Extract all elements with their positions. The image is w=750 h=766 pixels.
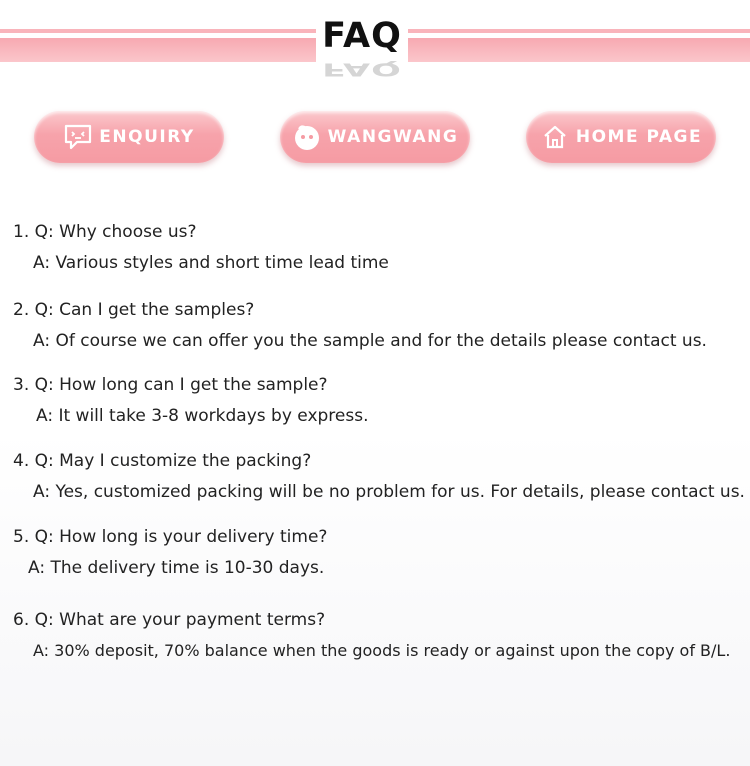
faq-question: 6. Q: What are your payment terms? <box>13 610 326 630</box>
faq-header <box>0 0 750 80</box>
faq-question: 4. Q: May I customize the packing? <box>13 451 312 471</box>
faq-question: 2. Q: Can I get the samples? <box>13 300 255 320</box>
page-title-reflection: FAQ <box>322 59 402 79</box>
faq-question: 1. Q: Why choose us? <box>13 222 197 242</box>
faq-question: 5. Q: How long is your delivery time? <box>13 527 328 547</box>
page-title: FAQ <box>322 16 402 56</box>
home-icon <box>540 122 570 152</box>
enquiry-button[interactable] <box>34 111 224 163</box>
faq-answer: A: Various styles and short time lead time <box>33 253 389 273</box>
faq-answer: A: 30% deposit, 70% balance when the goods is ready or against upon the copy of B/L. <box>33 641 731 660</box>
wangwang-label: WANGWANG <box>327 127 459 147</box>
title-box <box>316 10 408 79</box>
faq-answer: A: Yes, customized packing will be no problem for us. For details, please contact us. <box>33 482 745 502</box>
wangwang-button[interactable] <box>280 111 470 163</box>
faq-question: 3. Q: How long can I get the sample? <box>13 375 328 395</box>
home-page-label: HOME PAGE <box>575 127 703 147</box>
enquiry-label: ENQUIRY <box>99 127 195 147</box>
wangwang-face-icon <box>292 122 322 152</box>
home-page-button[interactable] <box>526 111 716 163</box>
chat-bubble-icon <box>63 122 93 152</box>
faq-answer: A: The delivery time is 10-30 days. <box>28 558 325 578</box>
faq-answer: A: Of course we can offer you the sample and for the details please contact us. <box>33 331 707 351</box>
faq-answer: A: It will take 3-8 workdays by express. <box>36 406 369 426</box>
